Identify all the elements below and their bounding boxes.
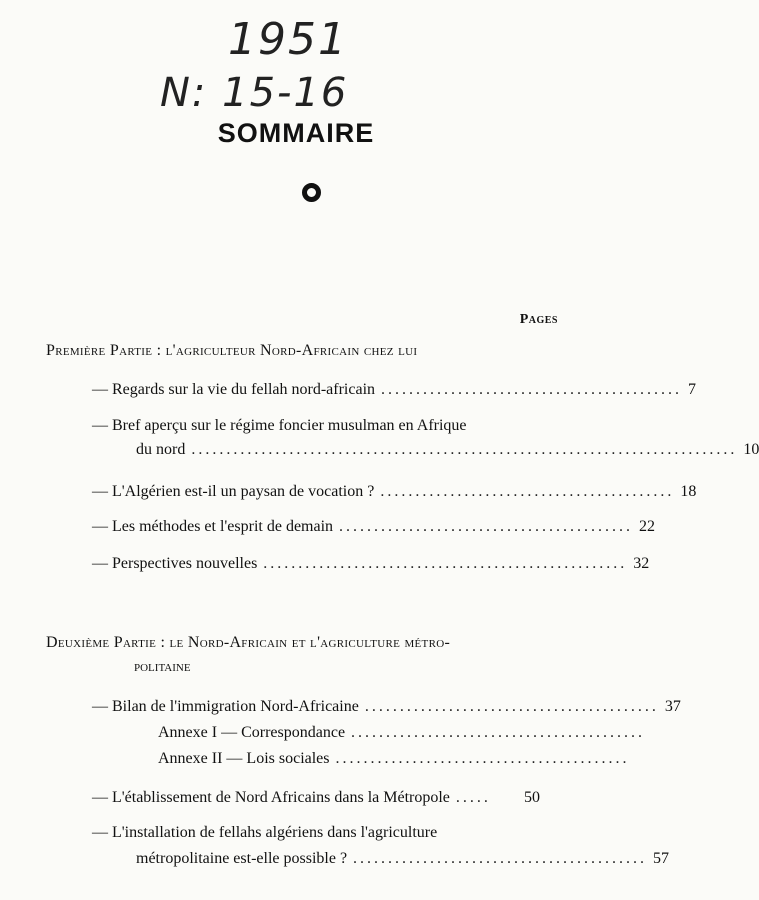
annex-title: Annexe I — Correspondance: [158, 724, 346, 741]
entry-title: Bilan de l'immigration Nord-Africaine: [112, 698, 359, 715]
entry-dash: —: [92, 824, 108, 841]
entry-title: L'Algérien est-il un paysan de vocation ?: [112, 483, 375, 500]
toc-entry: [92, 416, 759, 460]
entry-dash: —: [92, 698, 108, 715]
leader-dots: ..........................................: [380, 483, 675, 500]
page-title: SOMMAIRE: [217, 118, 375, 148]
entry-dash: —: [92, 483, 108, 500]
entry-title: L'installation de fellahs algériens dans l'agriculture: [112, 824, 438, 841]
entry-title-cont: du nord: [136, 441, 186, 458]
entry-page: 22: [639, 518, 656, 535]
leader-dots: ..........................................: [364, 698, 659, 715]
entry-dash: —: [92, 518, 108, 535]
toc-subentry: [92, 723, 646, 743]
entry-dash: —: [92, 555, 108, 572]
entry-page: 50: [524, 789, 540, 806]
entry-dash: —: [92, 789, 108, 806]
entry-title: Perspectives nouvelles: [112, 555, 258, 572]
leader-dots: ..........................................: [335, 750, 630, 767]
entry-page: 7: [688, 381, 697, 398]
pages-column-label: Pages: [519, 312, 558, 327]
leader-dots: ..........................................: [351, 724, 646, 741]
handwritten-issue-number: N: 15-16: [160, 70, 349, 116]
entry-dash: —: [92, 417, 108, 434]
leader-dots: ..........................................: [353, 850, 648, 867]
toc-entry: [92, 482, 697, 502]
leader-dots: ...........................................: [381, 381, 683, 398]
toc-entry: [92, 788, 540, 808]
part1-heading: Première Partie : l'agriculteur Nord-Africain chez lui: [46, 342, 418, 359]
part2-heading-cont: politaine: [134, 658, 191, 675]
annex-title: Annexe II — Lois sociales: [158, 750, 330, 767]
toc-entry: [92, 697, 681, 717]
leader-dots: .....: [455, 789, 491, 806]
entry-title: L'établissement de Nord Africains dans la Métropole: [112, 789, 450, 806]
entry-title: Bref aperçu sur le régime foncier musulman en Afrique: [112, 417, 467, 434]
entry-page: 37: [664, 698, 681, 715]
leader-dots: ....................................................: [263, 555, 628, 572]
entry-page: 18: [680, 483, 697, 500]
entry-title: Regards sur la vie du fellah nord-africain: [112, 381, 376, 398]
leader-dots: ..........................................: [339, 518, 634, 535]
toc-entry: [92, 823, 670, 869]
entry-page: 57: [653, 850, 670, 867]
part2-heading: Deuxième Partie : le Nord-Africain et l'agriculture métro-: [46, 634, 451, 651]
entry-title-cont: métropolitaine est-elle possible ?: [136, 850, 348, 867]
entry-page: 32: [633, 555, 650, 572]
entry-page: 10: [743, 441, 759, 458]
handwritten-year: 1951: [228, 14, 348, 65]
ornament-circle: [302, 183, 321, 202]
toc-subentry: [92, 749, 630, 769]
toc-entry: [92, 517, 656, 537]
toc-entry: [92, 380, 697, 400]
entry-dash: —: [92, 381, 108, 398]
leader-dots: ..............................................................................: [191, 441, 738, 458]
toc-entry: [92, 554, 650, 574]
entry-title: Les méthodes et l'esprit de demain: [112, 518, 334, 535]
